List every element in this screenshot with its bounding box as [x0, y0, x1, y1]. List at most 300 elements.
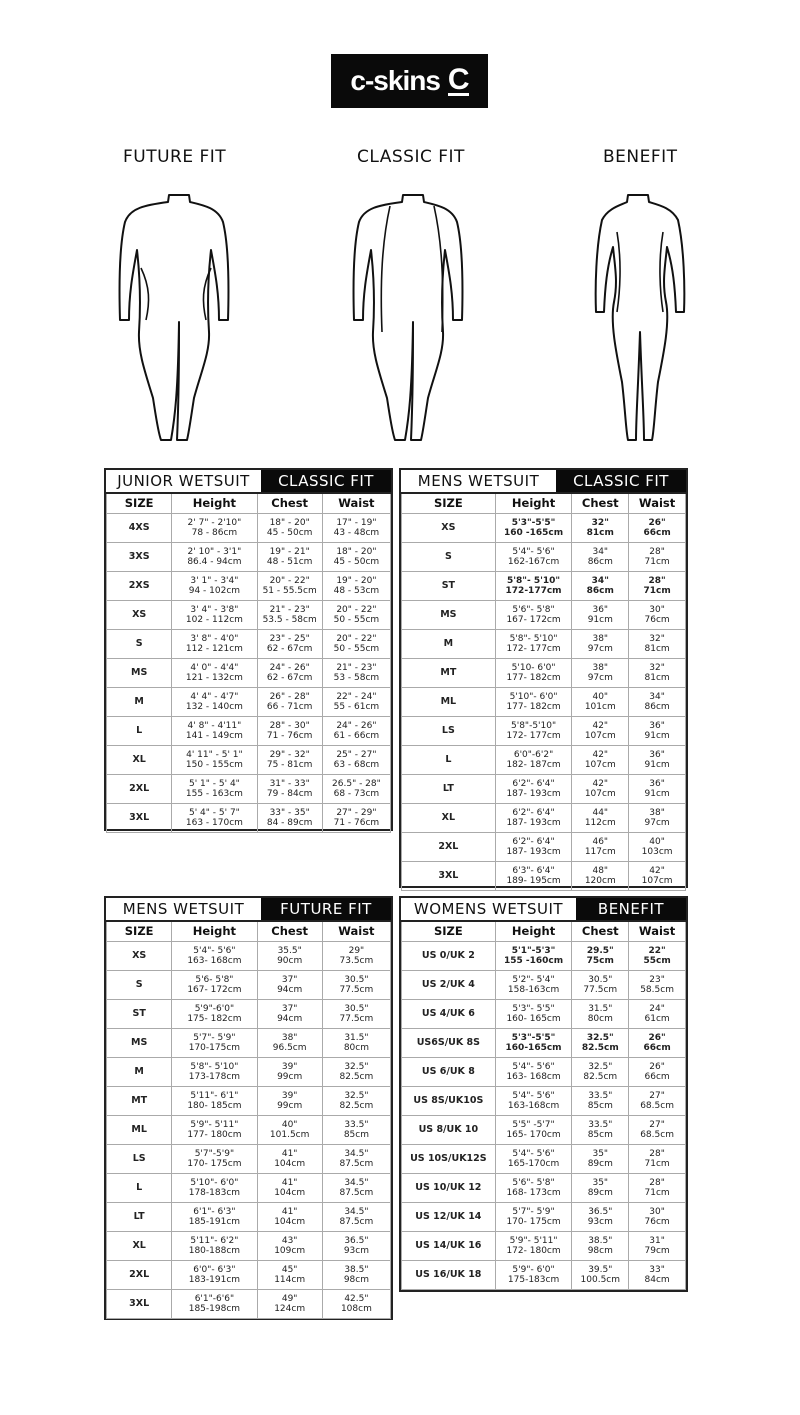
waist-imperial: 28": [649, 546, 665, 557]
waist-cell: [322, 1260, 390, 1289]
waist-metric: 97cm: [644, 817, 670, 828]
waist-imperial: 30.5": [344, 974, 369, 985]
chest-metric: 45 - 50cm: [266, 527, 313, 538]
table-row: [402, 861, 686, 890]
waist-imperial: 17" - 19": [336, 517, 377, 528]
table-row: [107, 803, 391, 832]
waist-imperial: 34.5": [344, 1177, 369, 1188]
waist-imperial: 26": [649, 1061, 665, 1072]
chest-cell: [572, 861, 629, 890]
size-cell: US 8S/UK10S: [402, 1086, 496, 1115]
waist-imperial: 18" - 20": [336, 546, 377, 557]
chest-imperial: 38": [592, 662, 609, 673]
chart-title: JUNIOR WETSUIT: [106, 470, 261, 492]
height-metric: 160 -165cm: [503, 527, 564, 538]
table-row: [402, 716, 686, 745]
waist-imperial: 34": [649, 691, 665, 702]
column-header: Waist: [322, 922, 390, 941]
womens-benefit-size-chart: [399, 896, 688, 1292]
size-cell: US 8/UK 10: [402, 1115, 496, 1144]
height-metric: 185-191cm: [188, 1216, 241, 1227]
height-cell: [172, 716, 257, 745]
height-metric: 178-183cm: [188, 1187, 241, 1198]
table-row: [402, 1173, 686, 1202]
column-header: Chest: [257, 494, 322, 513]
waist-metric: 91cm: [644, 730, 670, 741]
chest-metric: 97cm: [587, 672, 613, 683]
waist-cell: [629, 571, 686, 600]
waist-imperial: 27": [649, 1090, 665, 1101]
waist-imperial: 20" - 22": [336, 604, 377, 615]
size-cell: MT: [402, 658, 496, 687]
waist-cell: [322, 687, 390, 716]
waist-cell: [629, 716, 686, 745]
chest-imperial: 18" - 20": [269, 517, 310, 528]
waist-metric: 87.5cm: [339, 1187, 374, 1198]
height-metric: 182- 187cm: [506, 759, 561, 770]
chest-metric: 89cm: [587, 1158, 613, 1169]
table-row: [402, 1057, 686, 1086]
waist-imperial: 19" - 20": [336, 575, 377, 586]
chest-cell: [572, 1260, 629, 1289]
waist-metric: 48 - 53cm: [333, 585, 380, 596]
height-imperial: 3' 1" - 3'4": [190, 575, 239, 586]
size-cell: 3XL: [107, 1289, 172, 1318]
mens-future-size-chart: [104, 896, 393, 1320]
height-imperial: 5'3"-5'5": [511, 517, 556, 528]
size-cell: LS: [402, 716, 496, 745]
height-cell: [495, 1231, 572, 1260]
height-imperial: 4' 11" - 5' 1": [186, 749, 243, 760]
waist-cell: [629, 600, 686, 629]
column-header: Height: [495, 494, 572, 513]
table-row: [402, 687, 686, 716]
chest-imperial: 38": [281, 1032, 298, 1043]
size-cell: MS: [402, 600, 496, 629]
height-imperial: 5'10- 6'0": [511, 662, 556, 673]
height-cell: [495, 716, 572, 745]
height-metric: 167- 172cm: [187, 984, 242, 995]
waist-metric: 58.5cm: [640, 984, 674, 995]
chest-cell: [257, 1144, 322, 1173]
height-cell: [172, 745, 257, 774]
chart-fit-label: BENEFIT: [576, 898, 686, 920]
chest-metric: 79 - 84cm: [266, 788, 313, 799]
chest-cell: [572, 832, 629, 861]
waist-cell: [629, 1173, 686, 1202]
waist-cell: [322, 1231, 390, 1260]
chest-imperial: 34": [591, 575, 609, 586]
waist-metric: 71cm: [644, 1187, 670, 1198]
table-row: [402, 941, 686, 970]
column-header: SIZE: [107, 922, 172, 941]
waist-cell: [629, 774, 686, 803]
height-imperial: 5'4"- 5'6": [512, 1090, 555, 1101]
table-row: [402, 1231, 686, 1260]
waist-cell: [322, 745, 390, 774]
waist-imperial: 26": [648, 1032, 666, 1043]
chest-imperial: 49": [281, 1293, 298, 1304]
chest-cell: [257, 774, 322, 803]
height-cell: [172, 1202, 257, 1231]
chest-cell: [572, 1057, 629, 1086]
column-header: Waist: [629, 922, 686, 941]
chart-banner: [106, 898, 391, 922]
column-header: Height: [172, 922, 257, 941]
waist-imperial: 30": [649, 1206, 665, 1217]
height-cell: [172, 513, 257, 542]
height-imperial: 5'7"- 5'9": [193, 1032, 236, 1043]
waist-cell: [322, 1289, 390, 1318]
chest-cell: [257, 1086, 322, 1115]
height-cell: [172, 600, 257, 629]
height-metric: 175- 182cm: [187, 1013, 242, 1024]
chest-imperial: 44": [592, 807, 609, 818]
chest-imperial: 43": [281, 1235, 298, 1246]
chest-imperial: 42": [592, 778, 609, 789]
chest-cell: [257, 1028, 322, 1057]
waist-metric: 107cm: [641, 875, 673, 886]
height-imperial: 5'8"- 5'10": [509, 633, 558, 644]
fit-label-classic: CLASSIC FIT: [357, 147, 465, 167]
chart-title: WOMENS WETSUIT: [401, 898, 576, 920]
height-metric: 187- 193cm: [506, 788, 561, 799]
chest-cell: [572, 970, 629, 999]
waist-cell: [322, 1057, 390, 1086]
height-imperial: 6'2"- 6'4": [512, 778, 555, 789]
chest-cell: [572, 687, 629, 716]
size-table: [106, 922, 391, 1319]
waist-metric: 76cm: [644, 614, 670, 625]
waist-cell: [322, 716, 390, 745]
size-cell: MS: [107, 658, 172, 687]
waist-metric: 86cm: [644, 701, 670, 712]
chest-metric: 90cm: [277, 955, 303, 966]
waist-imperial: 36": [649, 749, 665, 760]
waist-metric: 77.5cm: [339, 984, 374, 995]
chest-imperial: 48": [592, 865, 609, 876]
chest-imperial: 35.5": [277, 945, 302, 956]
waist-metric: 66cm: [644, 1071, 670, 1082]
waist-imperial: 42.5": [344, 1293, 369, 1304]
chest-cell: [257, 803, 322, 832]
waist-imperial: 33.5": [344, 1119, 369, 1130]
height-cell: [172, 803, 257, 832]
chest-cell: [572, 1115, 629, 1144]
waist-imperial: 36.5": [344, 1235, 369, 1246]
height-imperial: 5'10"- 6'0": [190, 1177, 239, 1188]
height-cell: [172, 1057, 257, 1086]
junior-classic-size-chart: [104, 468, 393, 831]
chest-cell: [572, 745, 629, 774]
chest-imperial: 36": [592, 604, 609, 615]
chest-imperial: 39.5": [588, 1264, 613, 1275]
height-metric: 187- 193cm: [506, 817, 561, 828]
waist-cell: [629, 999, 686, 1028]
waist-cell: [629, 1231, 686, 1260]
table-row: [107, 1202, 391, 1231]
waist-cell: [629, 1086, 686, 1115]
height-metric: 162-167cm: [507, 556, 560, 567]
height-imperial: 6'3"- 6'4": [512, 865, 555, 876]
chest-metric: 100.5cm: [580, 1274, 621, 1285]
height-cell: [495, 999, 572, 1028]
height-cell: [495, 1115, 572, 1144]
brand-logo: [331, 54, 488, 108]
waist-imperial: 28": [648, 575, 666, 586]
chest-cell: [257, 600, 322, 629]
chest-metric: 98cm: [587, 1245, 613, 1256]
waist-cell: [629, 1057, 686, 1086]
height-imperial: 5'6- 5'8": [195, 974, 234, 985]
height-imperial: 5'7"-5'9": [194, 1148, 235, 1159]
height-cell: [172, 571, 257, 600]
waist-cell: [322, 1202, 390, 1231]
chart-fit-label: CLASSIC FIT: [261, 470, 391, 492]
waist-metric: 84cm: [644, 1274, 670, 1285]
chest-cell: [257, 999, 322, 1028]
waist-imperial: 34.5": [344, 1148, 369, 1159]
chest-cell: [257, 1173, 322, 1202]
column-header: Waist: [629, 494, 686, 513]
height-cell: [172, 658, 257, 687]
table-row: [402, 774, 686, 803]
waist-cell: [322, 970, 390, 999]
height-metric: 160- 165cm: [506, 1013, 561, 1024]
height-metric: 173-178cm: [188, 1071, 241, 1082]
height-cell: [172, 1231, 257, 1260]
size-cell: ML: [107, 1115, 172, 1144]
chest-cell: [257, 941, 322, 970]
table-row: [402, 542, 686, 571]
size-cell: L: [107, 716, 172, 745]
chest-imperial: 33" - 35": [269, 807, 310, 818]
height-imperial: 4' 4" - 4'7": [190, 691, 239, 702]
chest-metric: 71 - 76cm: [266, 730, 313, 741]
waist-imperial: 28": [649, 1148, 665, 1159]
height-metric: 189- 195cm: [506, 875, 561, 886]
waist-cell: [629, 1260, 686, 1289]
size-cell: XL: [107, 745, 172, 774]
size-cell: LS: [107, 1144, 172, 1173]
chest-metric: 99cm: [277, 1071, 303, 1082]
chest-metric: 86cm: [587, 556, 613, 567]
height-metric: 121 - 132cm: [185, 672, 243, 683]
table-row: [107, 1231, 391, 1260]
chest-cell: [257, 1115, 322, 1144]
chest-metric: 85cm: [587, 1100, 613, 1111]
chest-metric: 94cm: [277, 1013, 303, 1024]
table-row: [107, 941, 391, 970]
waist-imperial: 20" - 22": [336, 633, 377, 644]
benefit-wetsuit-figure: [584, 192, 696, 444]
height-imperial: 5'10"- 6'0": [509, 691, 558, 702]
size-cell: US 12/UK 14: [402, 1202, 496, 1231]
chest-metric: 81cm: [586, 527, 614, 538]
waist-cell: [322, 658, 390, 687]
size-cell: MT: [107, 1086, 172, 1115]
chest-imperial: 40": [592, 691, 609, 702]
height-metric: 180- 185cm: [187, 1100, 242, 1111]
table-row: [402, 1115, 686, 1144]
waist-metric: 87.5cm: [339, 1216, 374, 1227]
chest-metric: 66 - 71cm: [266, 701, 313, 712]
height-cell: [172, 941, 257, 970]
table-row: [402, 513, 686, 542]
size-cell: 4XS: [107, 513, 172, 542]
chest-cell: [572, 571, 629, 600]
chest-cell: [572, 999, 629, 1028]
chest-metric: 82.5cm: [581, 1042, 619, 1053]
height-cell: [495, 803, 572, 832]
waist-cell: [629, 803, 686, 832]
chest-metric: 114cm: [274, 1274, 306, 1285]
size-cell: XL: [402, 803, 496, 832]
chest-metric: 80cm: [587, 1013, 613, 1024]
column-header: SIZE: [107, 494, 172, 513]
chest-cell: [572, 629, 629, 658]
size-cell: US 14/UK 16: [402, 1231, 496, 1260]
waist-metric: 85cm: [343, 1129, 369, 1140]
waist-metric: 103cm: [641, 846, 673, 857]
height-cell: [172, 1115, 257, 1144]
height-imperial: 5'4"- 5'6": [193, 945, 236, 956]
height-metric: 172- 177cm: [506, 643, 561, 654]
chest-metric: 109cm: [274, 1245, 306, 1256]
height-metric: 187- 193cm: [506, 846, 561, 857]
height-metric: 163- 168cm: [187, 955, 242, 966]
height-cell: [495, 970, 572, 999]
waist-metric: 61cm: [644, 1013, 670, 1024]
table-row: [402, 832, 686, 861]
height-imperial: 6'2"- 6'4": [512, 836, 555, 847]
size-cell: 3XS: [107, 542, 172, 571]
waist-cell: [629, 832, 686, 861]
height-cell: [495, 658, 572, 687]
chest-metric: 96.5cm: [272, 1042, 307, 1053]
future-fit-wetsuit-figure: [118, 192, 230, 444]
table-row: [402, 1028, 686, 1057]
height-imperial: 4' 8" - 4'11": [187, 720, 242, 731]
height-imperial: 5'6"- 5'8": [512, 1177, 555, 1188]
chart-fit-label: FUTURE FIT: [261, 898, 391, 920]
waist-metric: 55 - 61cm: [333, 701, 380, 712]
height-imperial: 5'9"- 6'0": [512, 1264, 555, 1275]
column-header: SIZE: [402, 922, 496, 941]
chest-cell: [257, 1260, 322, 1289]
table-row: [107, 1260, 391, 1289]
chest-cell: [572, 600, 629, 629]
table-row: [402, 999, 686, 1028]
waist-imperial: 26": [648, 517, 666, 528]
table-row: [402, 970, 686, 999]
chest-cell: [572, 803, 629, 832]
chest-imperial: 40": [281, 1119, 298, 1130]
height-cell: [495, 629, 572, 658]
chest-cell: [257, 571, 322, 600]
waist-cell: [629, 1115, 686, 1144]
chest-metric: 94cm: [277, 984, 303, 995]
waist-metric: 79cm: [644, 1245, 670, 1256]
column-header: Height: [172, 494, 257, 513]
chest-metric: 91cm: [587, 614, 613, 625]
waist-imperial: 32.5": [344, 1061, 369, 1072]
waist-imperial: 38.5": [344, 1264, 369, 1275]
height-imperial: 6'0"-6'2": [513, 749, 554, 760]
height-cell: [495, 600, 572, 629]
waist-cell: [629, 629, 686, 658]
table-row: [107, 745, 391, 774]
height-metric: 168- 173cm: [506, 1187, 561, 1198]
height-imperial: 5'9"- 5'11": [190, 1119, 239, 1130]
chest-metric: 117cm: [584, 846, 616, 857]
size-table: [401, 922, 686, 1290]
waist-cell: [322, 803, 390, 832]
height-metric: 163 - 170cm: [185, 817, 243, 828]
waist-metric: 93cm: [343, 1245, 369, 1256]
chest-imperial: 36.5": [588, 1206, 613, 1217]
waist-cell: [629, 687, 686, 716]
waist-imperial: 29": [348, 945, 365, 956]
size-cell: M: [402, 629, 496, 658]
table-row: [107, 1173, 391, 1202]
chest-cell: [257, 1289, 322, 1318]
chest-metric: 107cm: [584, 730, 616, 741]
waist-cell: [322, 600, 390, 629]
waist-metric: 66cm: [643, 1042, 671, 1053]
table-row: [107, 774, 391, 803]
table-row: [107, 658, 391, 687]
size-cell: ST: [402, 571, 496, 600]
chart-title: MENS WETSUIT: [106, 898, 261, 920]
table-row: [107, 1115, 391, 1144]
chest-cell: [257, 658, 322, 687]
waist-metric: 76cm: [644, 1216, 670, 1227]
waist-cell: [629, 1202, 686, 1231]
waist-imperial: 33": [649, 1264, 665, 1275]
chart-banner: [401, 470, 686, 494]
waist-cell: [629, 542, 686, 571]
chest-imperial: 33.5": [588, 1119, 613, 1130]
waist-metric: 91cm: [644, 759, 670, 770]
height-cell: [172, 1173, 257, 1202]
height-cell: [495, 1144, 572, 1173]
chest-imperial: 38": [592, 633, 609, 644]
size-cell: M: [107, 1057, 172, 1086]
chest-imperial: 24" - 26": [269, 662, 310, 673]
table-row: [402, 1202, 686, 1231]
chest-imperial: 19" - 21": [269, 546, 310, 557]
size-cell: L: [107, 1173, 172, 1202]
size-cell: M: [107, 687, 172, 716]
chart-banner: [106, 470, 391, 494]
chest-metric: 62 - 67cm: [266, 643, 313, 654]
waist-metric: 53 - 58cm: [333, 672, 380, 683]
column-header: Waist: [322, 494, 390, 513]
chest-imperial: 42": [592, 749, 609, 760]
waist-metric: 61 - 66cm: [333, 730, 380, 741]
chest-imperial: 23" - 25": [269, 633, 310, 644]
size-cell: L: [402, 745, 496, 774]
classic-fit-wetsuit-figure: [352, 192, 464, 444]
chest-metric: 75 - 81cm: [266, 759, 313, 770]
height-metric: 167- 172cm: [506, 614, 561, 625]
chest-imperial: 30.5": [588, 974, 613, 985]
waist-cell: [322, 774, 390, 803]
height-metric: 175-183cm: [507, 1274, 560, 1285]
height-imperial: 5'3"- 5'5": [512, 1003, 555, 1014]
fit-label-future: FUTURE FIT: [123, 147, 227, 167]
